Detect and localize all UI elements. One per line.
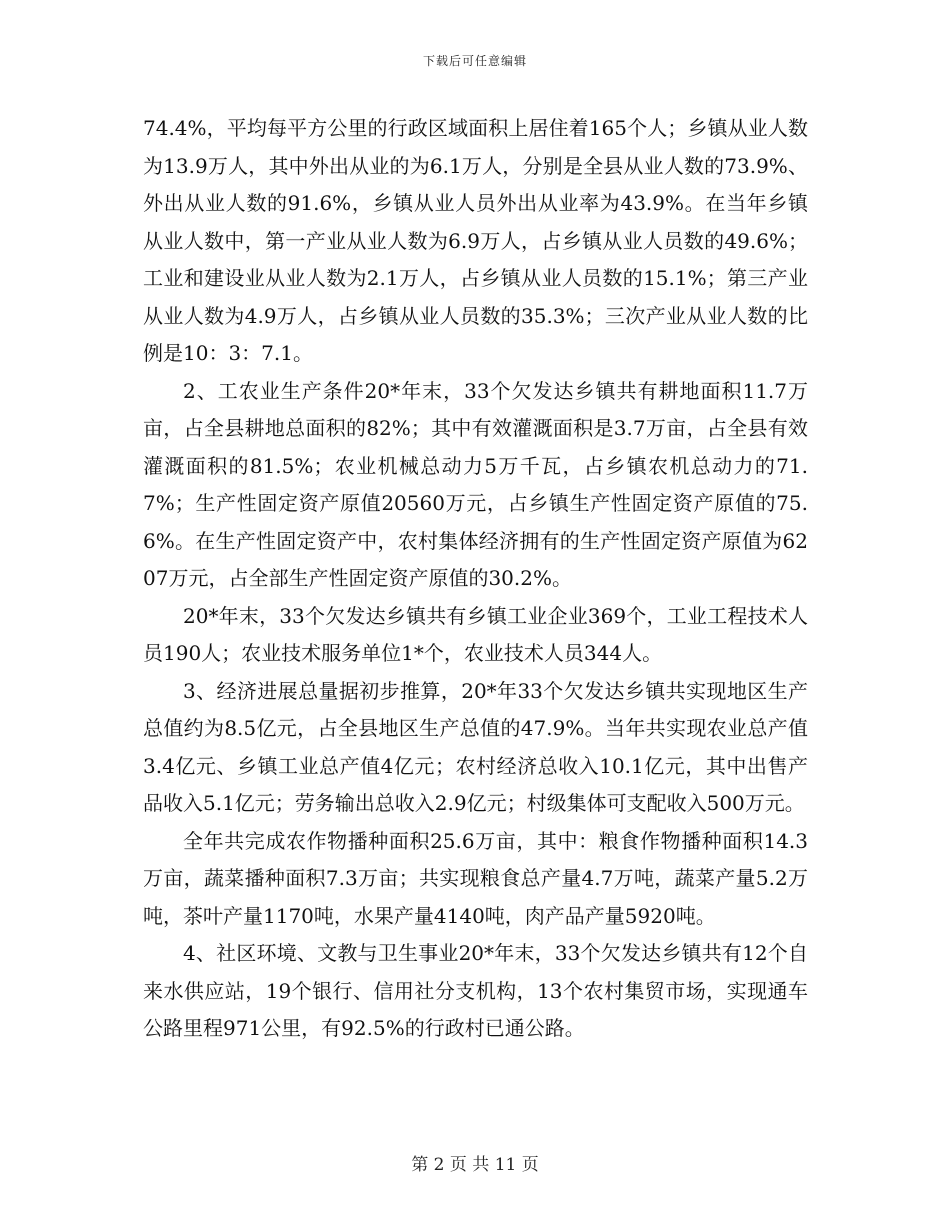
paragraph-enterprises: 20*年末，33个欠发达乡镇共有乡镇工业企业369个，工业工程技术人员190人；农业技术服务单位1*个，农业技术人员344人。 [143, 603, 808, 665]
document-body [143, 110, 808, 1048]
paragraph-economic-output: 3、经济进展总量据初步推算，20*年33个欠发达乡镇共实现地区生产总值约为8.5亿元，占全县地区生产总值的47.9%。当年共实现农业总产值3.4亿元、乡镇工业总产值4亿元；农村经济总收入10.1亿元，其中出售产品收入5.1亿元；劳务输出总收入2.9亿元；村级集体可支配收入500万元。 [143, 678, 808, 815]
page-footer: 第 2 页 共 11 页 [411, 1155, 539, 1175]
paragraph-crops: 全年共完成农作物播种面积25.6万亩，其中：粮食作物播种面积14.3万亩，蔬菜播种面积7.3万亩；共实现粮食总产量4.7万吨，蔬菜产量5.2万吨，茶叶产量1170吨，水果产量4140吨，肉产品产量5920吨。 [143, 828, 808, 928]
page-header: 下载后可任意编辑 [422, 54, 527, 68]
paragraph-employment: 74.4%，平均每平方公里的行政区域面积上居住着165个人；乡镇从业人数为13.9万人，其中外出从业的为6.1万人，分别是全县从业人数的73.9%、外出从业人数的91.6%，乡镇从业人员外出从业率为43.9%。在当年乡镇从业人数中，第一产业从业人数为6.9万人，占乡镇从业人员数的49.6%；工业和建设业从业人数为2.1万人，占乡镇从业人员数的15.1%；第三产业从业人数为4.9万人，占乡镇从业人员数的35.3%；三次产业从业人数的比例是10：3：7.1。 [143, 116, 808, 365]
paragraph-community: 4、社区环境、文教与卫生事业20*年末，33个欠发达乡镇共有12个自来水供应站，19个银行、信用社分支机构，13个农村集贸市场，实现通车公路里程971公里，有92.5%的行政村已通公路。 [143, 941, 808, 1040]
paragraph-production-conditions: 2、工农业生产条件20*年末，33个欠发达乡镇共有耕地面积11.7万亩，占全县耕地总面积的82%；其中有效灌溉面积是3.7万亩，占全县有效灌溉面积的81.5%；农业机械总动力5万千瓦，占乡镇农机总动力的71.7%；生产性固定资产原值20560万元，占乡镇生产性固定资产原值的75.6%。在生产性固定资产中，农村集体经济拥有的生产性固定资产原值为6207万元，占全部生产性固定资产原值的30.2%。 [143, 378, 808, 590]
